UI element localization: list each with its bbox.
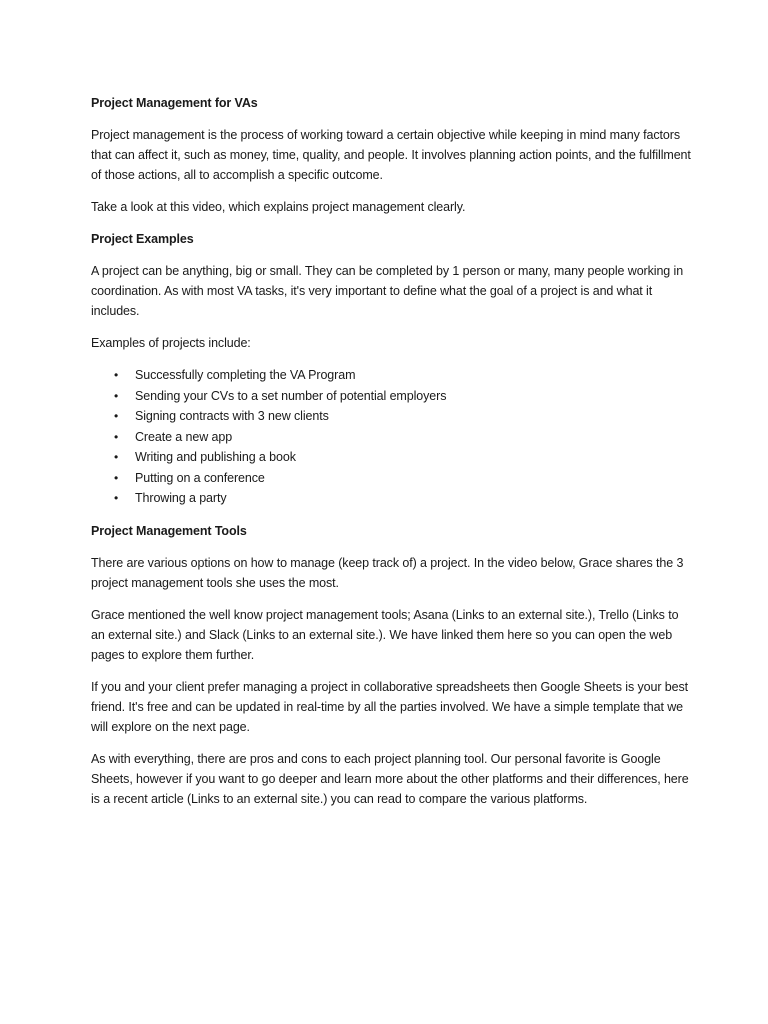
examples-paragraph-intro: Examples of projects include: [91,336,251,350]
list-item [91,365,691,386]
list-item-text: Writing and publishing a book [135,450,296,464]
list-item [91,406,691,427]
tools-paragraph-sheets: If you and your client prefer managing a project in collaborative spreadsheets then Google Sheets is your best friend. It's free and can be updated in real-time by all the parties involved. We have a simple template that we will explore on the next page. [91,679,688,734]
document-title: Project Management for VAs [91,96,258,110]
tools-paragraph-options: There are various options on how to manage (keep track of) a project. In the video below, Grace shares the 3 project management tools she uses the most. [91,555,684,590]
document-page [91,93,691,821]
examples-list [91,365,691,509]
list-item-text: Throwing a party [135,491,227,505]
bullet-icon: • [114,388,119,403]
bullet-icon: • [114,491,119,505]
list-item-text: Sending your CVs to a set number of potential employers [135,388,447,403]
examples-heading: Project Examples [91,232,194,246]
intro-paragraph-definition: Project management is the process of working toward a certain objective while keeping in mind many factors that can affect it, such as money, time, quality, and people. It involves planning action points, and the fulfillment of those actions, all to accomplish a specific outcome. [91,128,691,182]
intro-paragraph-video: Take a look at this video, which explains project management clearly. [91,200,466,214]
tools-heading: Project Management Tools [91,523,247,538]
list-item [91,447,691,468]
list-item [91,386,691,407]
list-item-text: Successfully completing the VA Program [135,368,356,382]
bullet-icon: • [114,470,119,485]
bullet-icon: • [114,409,119,423]
bullet-icon: • [114,429,119,444]
list-item [91,468,691,489]
tools-paragraph-pros-cons: As with everything, there are pros and cons to each project planning tool. Our personal favorite is Google Sheets, however if you want to go deeper and learn more about the other platforms and their differences, here is a recent article (Links to an external site.) you can read to compare the various platforms. [91,751,689,806]
tools-paragraph-grace: Grace mentioned the well know project management tools; Asana (Links to an external site.), Trello (Links to an external site.) and Slack (Links to an external site.). We have linked them here so you can open the web pages to explore them further. [91,607,679,662]
list-item [91,427,691,448]
list-item [91,488,691,509]
bullet-icon: • [114,368,119,382]
bullet-icon: • [114,450,119,464]
list-item-text: Signing contracts with 3 new clients [135,409,329,423]
list-item-text: Create a new app [135,429,233,444]
list-item-text: Putting on a conference [135,470,265,485]
examples-paragraph-definition: A project can be anything, big or small. They can be completed by 1 person or many, many people working in coordination. As with most VA tasks, it's very important to define what the goal of a project is and what it includes. [91,264,684,318]
